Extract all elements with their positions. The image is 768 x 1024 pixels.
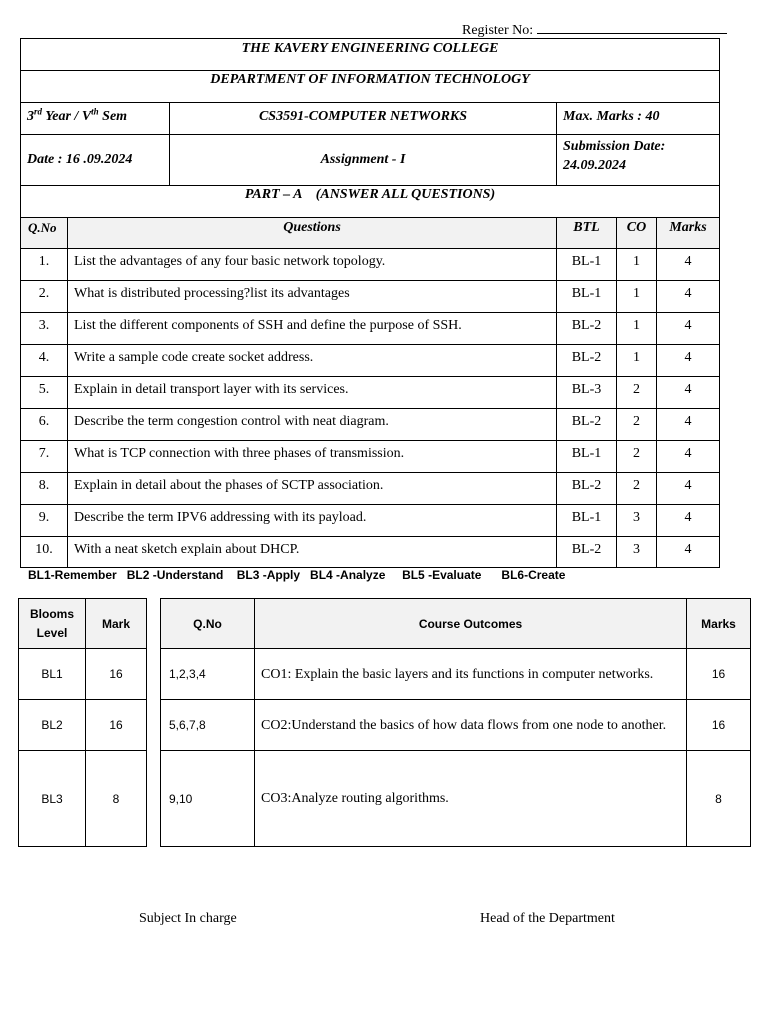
question-text: With a neat sketch explain about DHCP. bbox=[68, 537, 557, 568]
question-co: 2 bbox=[617, 441, 657, 473]
question-text: Write a sample code create socket address. bbox=[68, 345, 557, 377]
outcome-qno: 1,2,3,4 bbox=[161, 649, 255, 700]
question-number: 3. bbox=[21, 313, 68, 345]
question-marks: 4 bbox=[657, 377, 720, 409]
year-number: 3 bbox=[27, 109, 34, 124]
question-text: List the different components of SSH and define the purpose of SSH. bbox=[68, 313, 557, 345]
question-btl: BL-1 bbox=[557, 281, 617, 313]
question-btl: BL-2 bbox=[557, 537, 617, 568]
course-title: CS3591-COMPUTER NETWORKS bbox=[170, 103, 557, 135]
register-blank-line bbox=[537, 21, 727, 34]
outcome-qno: 5,6,7,8 bbox=[161, 700, 255, 751]
question-marks: 4 bbox=[657, 537, 720, 568]
question-marks: 4 bbox=[657, 345, 720, 377]
question-marks: 4 bbox=[657, 313, 720, 345]
question-marks: 4 bbox=[657, 281, 720, 313]
column-header-co: CO bbox=[617, 218, 657, 249]
table-row bbox=[21, 537, 720, 568]
assignment-date: Date : 16 .09.2024 bbox=[21, 135, 170, 186]
table-row bbox=[21, 505, 720, 537]
question-number: 10. bbox=[21, 537, 68, 568]
question-number: 5. bbox=[21, 377, 68, 409]
submission-date bbox=[557, 135, 720, 186]
question-number: 4. bbox=[21, 345, 68, 377]
submission-date-value: 24.09.2024 bbox=[563, 158, 626, 173]
question-marks: 4 bbox=[657, 409, 720, 441]
question-btl: BL-3 bbox=[557, 377, 617, 409]
assignment-title: Assignment - I bbox=[170, 135, 557, 186]
blooms-level: BL1 bbox=[19, 649, 86, 700]
question-number: 1. bbox=[21, 249, 68, 281]
submission-label: Submission Date: bbox=[563, 139, 666, 154]
question-btl: BL-1 bbox=[557, 441, 617, 473]
question-btl: BL-2 bbox=[557, 409, 617, 441]
question-co: 2 bbox=[617, 377, 657, 409]
department-name: DEPARTMENT OF INFORMATION TECHNOLOGY bbox=[21, 71, 720, 103]
column-header-btl: BTL bbox=[557, 218, 617, 249]
semester-text: Sem bbox=[98, 109, 128, 124]
table-row bbox=[21, 249, 720, 281]
semester-superscript: th bbox=[91, 106, 99, 117]
question-co: 1 bbox=[617, 345, 657, 377]
column-header-questions: Questions bbox=[68, 218, 557, 249]
blooms-mark: 16 bbox=[86, 700, 147, 751]
table-row bbox=[21, 313, 720, 345]
column-header-qno: Q.No bbox=[21, 218, 68, 249]
outcome-marks-header: Marks bbox=[687, 599, 751, 649]
question-btl: BL-2 bbox=[557, 313, 617, 345]
outcome-qno-header: Q.No bbox=[161, 599, 255, 649]
question-btl: BL-1 bbox=[557, 249, 617, 281]
table-row bbox=[21, 377, 720, 409]
blooms-mark: 8 bbox=[86, 751, 147, 847]
max-marks: Max. Marks : 40 bbox=[557, 103, 720, 135]
question-text: Describe the term IPV6 addressing with its payload. bbox=[68, 505, 557, 537]
question-btl: BL-2 bbox=[557, 473, 617, 505]
question-co: 2 bbox=[617, 409, 657, 441]
question-marks: 4 bbox=[657, 249, 720, 281]
table-row bbox=[19, 751, 147, 847]
question-text: Describe the term congestion control with neat diagram. bbox=[68, 409, 557, 441]
table-row bbox=[21, 441, 720, 473]
question-co: 2 bbox=[617, 473, 657, 505]
table-row bbox=[161, 700, 751, 751]
blooms-summary-table bbox=[18, 598, 147, 847]
table-row bbox=[21, 345, 720, 377]
register-number-field bbox=[462, 21, 727, 39]
question-text: Explain in detail transport layer with its services. bbox=[68, 377, 557, 409]
table-row bbox=[19, 649, 147, 700]
table-row bbox=[161, 751, 751, 847]
blooms-mark-header: Mark bbox=[86, 599, 147, 649]
outcome-text: CO1: Explain the basic layers and its functions in computer networks. bbox=[255, 649, 687, 700]
question-co: 1 bbox=[617, 249, 657, 281]
question-btl: BL-2 bbox=[557, 345, 617, 377]
outcome-marks: 8 bbox=[687, 751, 751, 847]
outcome-text: CO2:Understand the basics of how data flows from one node to another. bbox=[255, 700, 687, 751]
outcome-marks: 16 bbox=[687, 649, 751, 700]
part-heading: PART – A (ANSWER ALL QUESTIONS) bbox=[21, 186, 720, 218]
blooms-legend: BL1-Remember BL2 -Understand BL3 -Apply BL4 -Analyze BL5 -Evaluate BL6-Create bbox=[28, 568, 566, 582]
question-text: What is distributed processing?list its advantages bbox=[68, 281, 557, 313]
college-name: THE KAVERY ENGINEERING COLLEGE bbox=[21, 39, 720, 71]
question-btl: BL-1 bbox=[557, 505, 617, 537]
question-co: 3 bbox=[617, 505, 657, 537]
question-marks: 4 bbox=[657, 505, 720, 537]
question-number: 7. bbox=[21, 441, 68, 473]
blooms-level-header: Blooms Level bbox=[19, 599, 86, 649]
question-paper-table bbox=[20, 38, 720, 568]
question-number: 9. bbox=[21, 505, 68, 537]
question-co: 3 bbox=[617, 537, 657, 568]
table-row bbox=[19, 700, 147, 751]
question-marks: 4 bbox=[657, 441, 720, 473]
question-number: 2. bbox=[21, 281, 68, 313]
blooms-level: BL2 bbox=[19, 700, 86, 751]
course-outcomes-header: Course Outcomes bbox=[255, 599, 687, 649]
table-row bbox=[21, 409, 720, 441]
blooms-level: BL3 bbox=[19, 751, 86, 847]
question-text: What is TCP connection with three phases of transmission. bbox=[68, 441, 557, 473]
question-marks: 4 bbox=[657, 473, 720, 505]
year-semester bbox=[21, 103, 170, 135]
table-row bbox=[21, 281, 720, 313]
year-text: Year / V bbox=[42, 109, 92, 124]
question-text: Explain in detail about the phases of SCTP association. bbox=[68, 473, 557, 505]
blooms-mark: 16 bbox=[86, 649, 147, 700]
question-text: List the advantages of any four basic network topology. bbox=[68, 249, 557, 281]
question-co: 1 bbox=[617, 313, 657, 345]
year-superscript: rd bbox=[34, 106, 43, 117]
hod-signature: Head of the Department bbox=[480, 911, 615, 926]
question-number: 8. bbox=[21, 473, 68, 505]
subject-incharge-signature: Subject In charge bbox=[139, 911, 237, 926]
question-co: 1 bbox=[617, 281, 657, 313]
table-row bbox=[21, 473, 720, 505]
course-outcomes-table bbox=[160, 598, 751, 847]
outcome-text: CO3:Analyze routing algorithms. bbox=[255, 751, 687, 847]
column-header-marks: Marks bbox=[657, 218, 720, 249]
outcome-qno: 9,10 bbox=[161, 751, 255, 847]
register-label: Register No: bbox=[462, 23, 534, 38]
outcome-marks: 16 bbox=[687, 700, 751, 751]
table-row bbox=[161, 649, 751, 700]
question-number: 6. bbox=[21, 409, 68, 441]
